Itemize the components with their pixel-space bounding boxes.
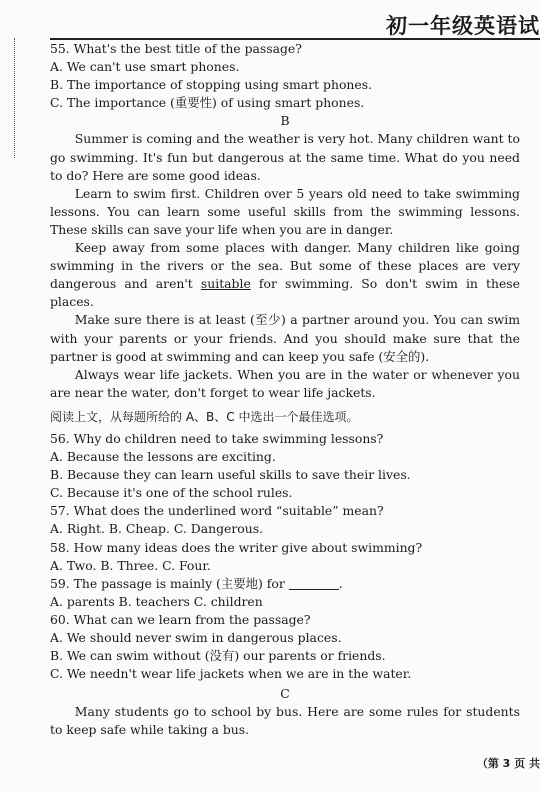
q59-stem-text: 59. The passage is mainly (主要地) for [50, 575, 285, 591]
paragraph-3-text-start: Keep away from some places with danger. Many children like going swimming in the rivers or the sea. But some of these places are very dangerous and aren't [50, 240, 520, 292]
q59-stem-end: . [338, 575, 343, 591]
q57-stem: 57. What does the underlined word “suitable” mean? [50, 503, 384, 519]
passage-b-label: B [280, 113, 290, 129]
q60-option-b: B. We can swim without (没有) our parents or friends. [50, 648, 386, 664]
paragraph-3-text-end: for swimming. So don't swim in these places. [50, 276, 520, 310]
q55-stem: 55. What's the best title of the passage? [50, 41, 302, 56]
q55-option-a: A. We can't use smart phones. [50, 59, 240, 75]
page-content [50, 40, 520, 740]
binding-margin-line [14, 38, 15, 158]
q60-option-c: C. We needn't wear life jackets when we are in the water. [50, 666, 412, 682]
exam-header-title: 初一年级英语试 [386, 13, 540, 38]
passage-c-label: C [280, 686, 290, 702]
passage-b-paragraph-5: Always wear life jackets. When you are in the water or whenever you are near the water, don't forget to wear life jackets. [50, 366, 520, 400]
reading-instruction: 阅读上文，从每题所给的 A、B、C 中选出一个最佳选项。 [50, 409, 359, 424]
q58-stem: 58. How many ideas does the writer give about swimming? [50, 539, 423, 555]
q56-option-a: A. Because the lessons are exciting. [50, 449, 276, 465]
q56-stem: 56. Why do children need to take swimming lessons? [50, 430, 384, 446]
q60-stem: 60. What can we learn from the passage? [50, 611, 311, 627]
q56-option-b: B. Because they can learn useful skills to save their lives. [50, 467, 411, 483]
page-number-footer: （第 3 页 共 [476, 757, 540, 770]
q59-options: A. parents B. teachers C. children [50, 593, 263, 609]
q55-option-c: C. The importance (重要性) of using smart phones. [50, 95, 365, 111]
q58-options: A. Two. B. Three. C. Four. [50, 557, 211, 573]
passage-b-paragraph-1: Summer is coming and the weather is very hot. Many children want to go swimming. It's fun but dangerous at the same time. What do you need to do? Here are some good ideas. [50, 131, 520, 183]
passage-b-paragraph-4: Make sure there is at least (至少) a partner around you. You can swim with your parents or your friends. And you should make sure that the partner is good at swimming and can keep you safe (安全的). [50, 312, 520, 364]
passage-c-paragraph-1: Many students go to school by bus. Here are some rules for students to keep safe while taking a bus. [50, 704, 520, 738]
passage-b-paragraph-2: Learn to swim first. Children over 5 years old need to take swimming lessons. You can learn some useful skills from the swimming lessons. These skills can save your life when you are in danger. [50, 185, 520, 237]
underlined-word-suitable: suitable [200, 276, 251, 292]
q57-options: A. Right. B. Cheap. C. Dangerous. [50, 521, 264, 537]
q56-option-c: C. Because it's one of the school rules. [50, 485, 293, 501]
q55-option-b: B. The importance of stopping using smart phones. [50, 77, 373, 93]
answer-blank [289, 577, 339, 590]
q60-option-a: A. We should never swim in dangerous places. [50, 630, 342, 645]
q59-stem [50, 575, 520, 593]
passage-b-paragraph-3 [50, 239, 520, 311]
